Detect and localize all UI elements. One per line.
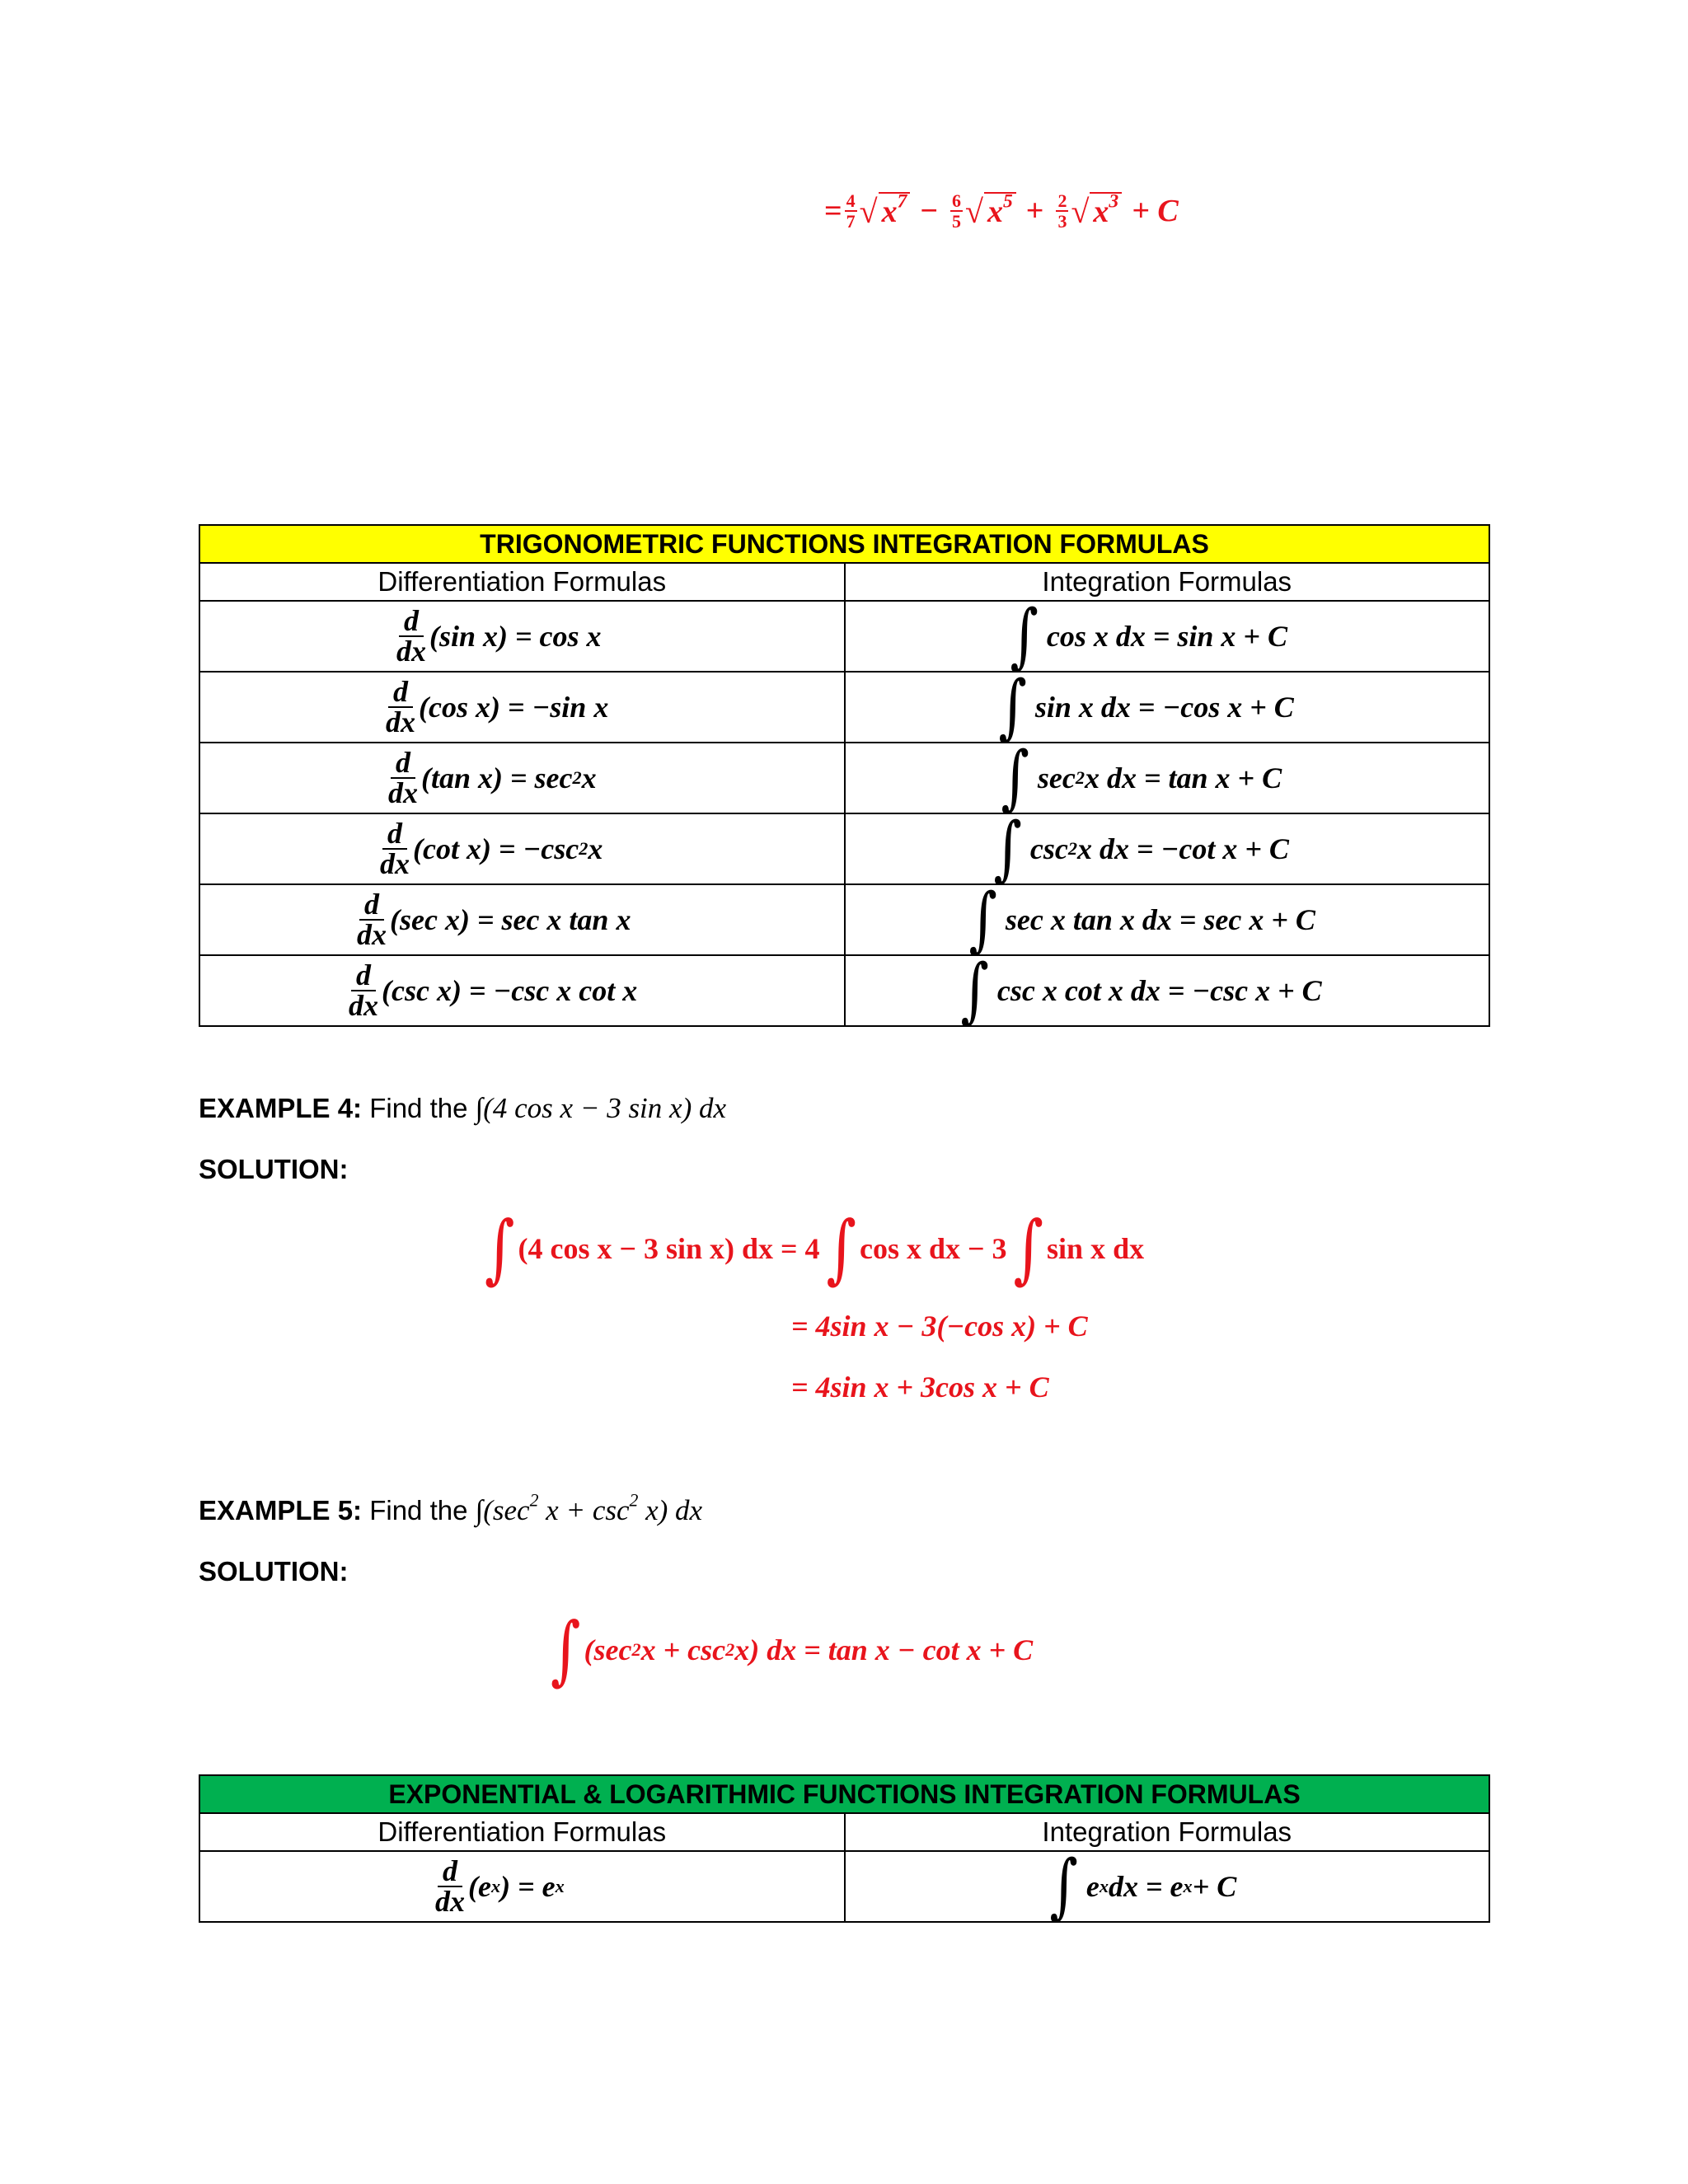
trig-formulas-table [199,524,1490,1032]
integral-sign-icon: ∫ [485,1204,515,1293]
radicand: $x^3$ [1090,192,1122,230]
integral-formula: ∫ e x dx = e x + C [1049,1844,1237,1928]
integral-formula: ∫ sin x dx = −cos x + C [998,665,1294,748]
table-row [199,884,1489,955]
radicand: $x^7$ [879,192,911,230]
example-5-statement: EXAMPLE 5: Find the $\int(\sec^2$ $x + \csc^2 x$) dx [199,1490,703,1526]
integral-sign-icon: ∫ [1001,736,1029,819]
example-5-label: EXAMPLE 5: [199,1495,363,1526]
derivative-formula: d dx (cot x) = −csc 2 x [380,816,603,880]
radical-icon: √ [1071,192,1090,230]
integral-formula: ∫ cos x dx = sin x + C [1010,594,1287,677]
integral-sign-icon: ∫ [826,1204,857,1293]
example-4-statement: EXAMPLE 4: Find the ∫(4 cos x − 3 sin x) dx [199,1092,727,1124]
integration-column-header: Integration Formulas [845,563,1490,601]
example-4-label: EXAMPLE 4: [199,1093,363,1123]
example-5-solution-line: ∫ (sec 2 x + csc 2 x) dx = tan x − cot x + C [551,1605,1034,1694]
derivative-formula: d dx (sec x) = sec x tan x [357,887,631,951]
table-row [199,672,1489,743]
equals-sign: = [824,194,842,229]
integral-sign-icon: ∫ [551,1605,581,1694]
example-4-expression: ∫(4 cos x − 3 sin x) dx [475,1092,727,1124]
integration-column-header: Integration Formulas [845,1813,1490,1851]
example-4-solution-line-3: = 4sin x + 3cos x + C [791,1371,1049,1404]
example-5-solution-label: SOLUTION: [199,1556,349,1586]
exp-log-table-title: EXPONENTIAL & LOGARITHMIC FUNCTIONS INTEGRATION FORMULAS [199,1775,1489,1813]
differentiation-column-header: Differentiation Formulas [199,1813,845,1851]
radicand: $x^5$ [984,192,1016,230]
previous-result-line: = $\frac{4}{7}$ √ $x^7$ − $\frac{6}{5}$ √ $x^5$ + $\frac{2}{3}$ √ $x^3$ + C [824,190,1179,232]
example-4-solution-line-2: = 4sin x − 3(−cos x) + C [791,1310,1088,1343]
integral-sign-icon: ∫ [1013,1204,1044,1293]
table-row [199,743,1489,813]
integral-sign-icon: ∫ [960,949,989,1032]
integral-sign-icon: ∫ [968,878,997,961]
example-4-solution-label: SOLUTION: [199,1154,349,1184]
fraction-4-7: $\frac{4}{7}$ [846,190,856,232]
table-row [199,1851,1489,1922]
differentiation-column-header: Differentiation Formulas [199,563,845,601]
exp-log-formulas-table [199,1774,1490,1928]
integral-sign-icon: ∫ [1010,594,1039,677]
derivative-formula: d dx (sin x) = cos x [396,603,602,668]
fraction-6-5: $\frac{6}{5}$ [952,190,962,232]
integral-sign-icon: ∫ [993,807,1022,890]
integral-sign-icon: ∫ [1049,1844,1078,1928]
table-row [199,813,1489,884]
example-5-expression: $\int(\sec^2$ $x + \csc^2 x$) dx [475,1490,703,1526]
table-row [199,601,1489,672]
integral-formula: ∫ sec x tan x dx = sec x + C [968,878,1315,961]
table-row [199,955,1489,1026]
integral-formula: ∫ csc x cot x dx = −csc x + C [960,949,1322,1032]
integral-formula: ∫ sec 2 x dx = tan x + C [1001,736,1282,819]
example-4-solution-line-1: ∫ (4 cos x − 3 sin x) dx = 4 ∫ cos x dx − 3 ∫ sin x dx [485,1204,1145,1293]
trig-table-title: TRIGONOMETRIC FUNCTIONS INTEGRATION FORMULAS [199,525,1489,563]
derivative-formula: d dx (e x ) = e x [435,1854,565,1918]
radical-icon: √ [965,192,983,230]
radical-icon: √ [859,192,878,230]
derivative-formula: d dx (csc x) = −csc x cot x [349,958,638,1022]
integral-formula: ∫ csc 2 x dx = −cot x + C [993,807,1289,890]
derivative-formula: d dx (tan x) = sec 2 x [388,745,597,809]
derivative-formula: d dx (cos x) = −sin x [386,674,609,738]
integral-sign-icon: ∫ [998,665,1027,748]
fraction-2-3: $\frac{2}{3}$ [1057,190,1067,232]
